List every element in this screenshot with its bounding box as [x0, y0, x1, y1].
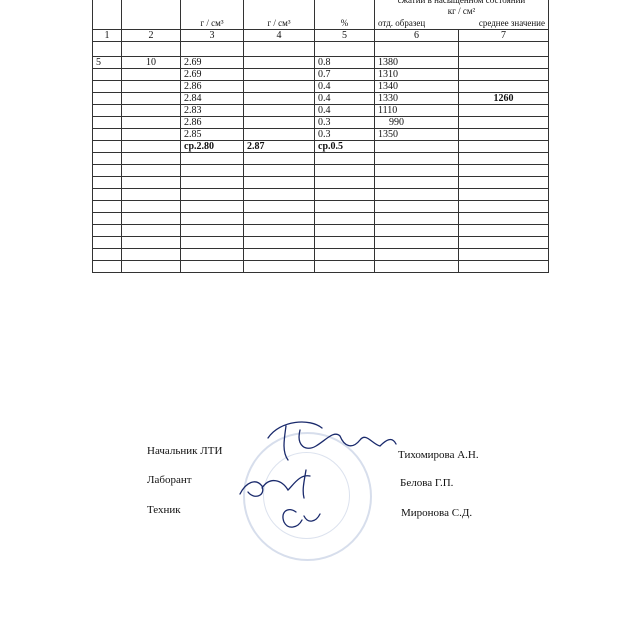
- table-row: 5 10 2.69 0.8 1380: [93, 57, 549, 69]
- averages-row: [93, 141, 549, 153]
- test-results-table: [92, 0, 549, 273]
- table-row: [93, 153, 549, 165]
- table-row: 2.69 0.7 1310: [93, 69, 549, 81]
- table-row: [93, 261, 549, 273]
- role-head: Начальник ЛТИ: [147, 445, 223, 457]
- table-row: 2.83 0.4 1110: [93, 105, 549, 117]
- name-tech: Миронова С.Д.: [401, 507, 473, 519]
- table-row: [93, 249, 549, 261]
- table-row: [93, 42, 549, 57]
- table-row: 2.85 0.3 1350: [93, 129, 549, 141]
- header-cell-5: %: [315, 0, 375, 30]
- column-number: 2: [122, 30, 181, 42]
- name-lab: Белова Г.П.: [400, 477, 454, 489]
- average-absorption: ср.0.5: [315, 141, 375, 153]
- column-number: 1: [93, 30, 122, 42]
- column-number: 5: [315, 30, 375, 42]
- table-header-row: [93, 0, 549, 30]
- header-cell-4: г / см³: [244, 0, 315, 30]
- table-row: [93, 201, 549, 213]
- average-density: ср.2.80: [181, 141, 244, 153]
- column-number: 7: [459, 30, 549, 42]
- header-cell-6-7: сжатии в насыщенном состоянии кг / см² отд. образец среднее значение: [375, 0, 549, 30]
- role-lab: Лаборант: [147, 474, 192, 486]
- table-row: [93, 177, 549, 189]
- header-cell-3: г / см³: [181, 0, 244, 30]
- table-row: [93, 225, 549, 237]
- table-row: [93, 165, 549, 177]
- table-row: 2.86 0.3 990: [93, 117, 549, 129]
- role-tech: Техник: [147, 504, 181, 516]
- column-number: 6: [375, 30, 459, 42]
- table-row: [93, 237, 549, 249]
- name-head: Тихомирова А.Н.: [398, 449, 479, 461]
- column-number: 4: [244, 30, 315, 42]
- official-stamp: [243, 432, 372, 561]
- column-number-row: [93, 30, 549, 42]
- header-cell-1: [93, 0, 122, 30]
- column-number: 3: [181, 30, 244, 42]
- header-sub-right: среднее значение: [478, 18, 545, 28]
- header-cell-2: [122, 0, 181, 30]
- average-strength-value: 1260: [459, 93, 549, 105]
- table-row: 2.84 0.4 1330 1260: [93, 93, 549, 105]
- table-row: 2.86 0.4 1340: [93, 81, 549, 93]
- table-row: [93, 213, 549, 225]
- table-row: [93, 189, 549, 201]
- header-sub-left: отд. образец: [378, 18, 426, 28]
- average-bulk-density: 2.87: [244, 141, 315, 153]
